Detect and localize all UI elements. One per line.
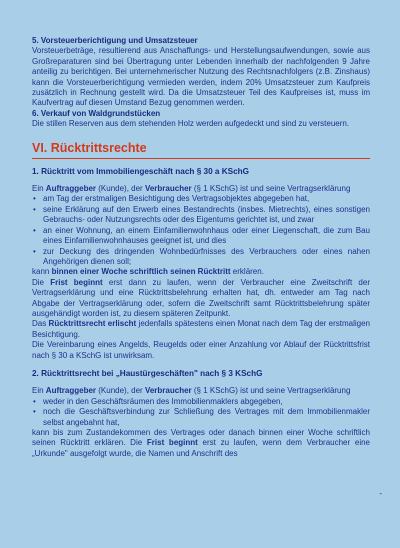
section-6-heading: 6. Verkauf von Waldgrundstücken [32,108,161,118]
section-5-heading: 5. Vorsteuerberichtigung und Umsatzsteuer [32,36,198,45]
r2-bullet-list [32,397,370,428]
section-title: VI. Rücktrittsrechte [32,141,370,159]
r1-intro: Ein Auftraggeber (Kunde), der Verbraucher (§ 1 KSchG) ist und seine Vertragserklärung [32,184,351,194]
list-item: • zur Deckung des dringenden Wohnbedürfnisses des Verbrauchers oder eines nahen Angehörigen dienen soll; [43,247,370,268]
list-item: • seine Erklärung auf den Erwerb eines Bestandrechts (insbes. Mietrechts), eines sonstigen Gebrauchs- oder Nutzungsrechts oder des Eigentums gerichtet ist, und zwar [43,205,370,226]
r1-can-withdraw: kann binnen einer Woche schriftlich seinen Rücktritt erklären. [32,267,264,277]
r2-heading: 2. Rücktrittsrecht bei „Haustürgeschäften" nach § 3 KSchG [32,368,263,378]
list-item: • noch die Geschäftsverbindung zur Schließung des Vertrages mit dem Immobilienmakler selbst angebahnt hat, [43,407,370,428]
margin-mark: - [379,489,382,498]
r2-tail: kann bis zum Zustandekommen des Vertrages oder danach binnen einer Woche schriftlich seinen Rücktritt erklären. Die Frist beginnt erst zu laufen, wenn dem Verbraucher eine „Urkunde" ausgefolgt wurde, die Namen und Anschrift des [32,428,370,458]
r1-bullet-list [32,194,370,267]
section-6-text: Die stillen Reserven aus dem stehenden Holz werden aufgedeckt und sind zu versteuern. [32,119,350,129]
list-item: • am Tag der erstmaligen Besichtigung des Vertragsobjektes abgegeben hat, [43,194,370,204]
r1-heading: 1. Rücktritt vom Immobiliengeschäft nach § 30 a KSchG [32,166,250,176]
list-item: • an einer Wohnung, an einem Einfamilienwohnhaus oder einer Liegenschaft, die zum Bau eines Einfamilienwohnhauses geeignet ist, und dies [43,226,370,247]
r1-agreement: Die Vereinbarung eines Angelds, Reugelds oder einer Anzahlung vor Ablauf der Rücktrittsfrist nach § 30 a KSchG ist unwirksam. [32,340,370,360]
r1-deadline: Die Frist beginnt erst dann zu laufen, wenn der Verbraucher eine Zweitschrift der Vertragserklärung und eine Rücktrittsbelehrung erhalten hat, dh. entweder am Tag nach Abgabe der Vertragserklärung oder, sofern die Zweitschrift samt Rücktrittsbelehrung später ausgehändigt worden ist, zu diesem späteren Zeitpunkt. [32,277,370,318]
list-item: • weder in den Geschäftsräumen des Immobilienmaklers abgegeben, [43,397,370,407]
r2-intro: Ein Auftraggeber (Kunde), der Verbraucher (§ 1 KSchG) ist und seine Vertragserklärung [32,386,351,396]
section-5-text: Vorsteuerbeträge, resultierend aus Anschaffungs- und Herstellungsaufwendungen, sowie aus Großreparaturen sind bei Übertragung unter Lebenden innerhalb der nachfolgenden 9 Jahre anteilig zu berichtigen. Bei unternehmerischer Nutzung des Rechtsnachfolgers (z.B. Zinshaus) kann die Vorsteuerberichtigung vermieden werden, indem 20% Umsatzsteuer zum Kaufpreis zusätzlich in Rechnung gestellt wird. Da die Umsatzsteuer Teil des Kaufpreises ist, muss im Kaufvertrag auf diesen Umstand Bezug genommen werden. [32,46,370,108]
r1-expire: Das Rücktrittsrecht erlischt jedenfalls spätestens einen Monat nach dem Tag der erstmaligen Besichtigung. [32,319,370,339]
